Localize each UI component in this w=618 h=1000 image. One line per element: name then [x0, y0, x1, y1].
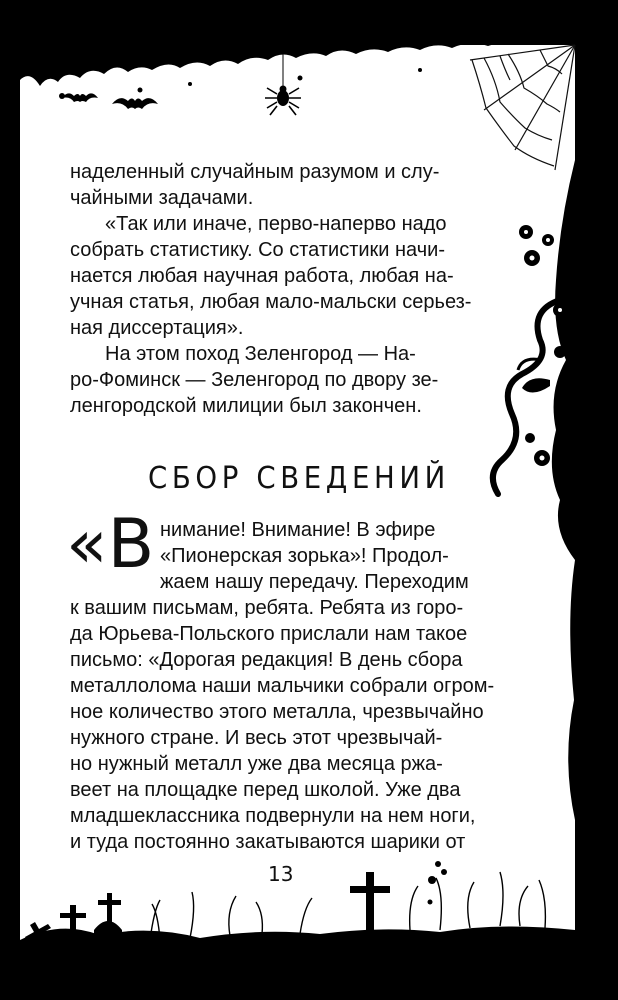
text-line-content: наделенный случайным разумом и слу-: [70, 161, 440, 183]
section-text-line: [70, 595, 463, 621]
text-line-content: На этом поход Зеленгород — На-: [105, 343, 416, 365]
text-line-content: младшеклассника подвернули на нем ноги,: [70, 805, 476, 827]
text-line: [70, 185, 253, 211]
section-text-line: [70, 829, 465, 855]
text-line-content: «Так или иначе, перво-наперво надо: [105, 213, 447, 235]
text-line-content: жаем нашу передачу. Переходим: [160, 571, 469, 593]
text-line-content: нается любая научная работа, любая на-: [70, 265, 454, 287]
text-line-content: учная статья, любая мало-мальски серьез-: [70, 291, 472, 313]
text-line-content: собрать статистику. Со статистики начи-: [70, 239, 445, 261]
text-line: [70, 263, 454, 289]
text-line-content: «Пионерская зорька»! Продол-: [160, 545, 449, 567]
text-line-content: к вашим письмам, ребята. Ребята из горо-: [70, 597, 464, 619]
text-line: [70, 367, 438, 393]
section-text-line: [70, 751, 443, 777]
section-text-line: [160, 517, 435, 543]
text-line: [70, 159, 495, 185]
section-heading: СБОР СВЕДЕНИЙ: [148, 461, 450, 496]
spiderweb-decoration: [470, 45, 575, 170]
section-text-line: [70, 725, 442, 751]
text-line-content: ная диссертация».: [70, 317, 244, 339]
vine-decoration: [493, 160, 575, 560]
top-splatter-decoration: [20, 40, 575, 86]
text-line-content: чайными задачами.: [70, 187, 254, 209]
text-line: [70, 289, 471, 315]
bat-icon: [62, 93, 98, 102]
section-text-line: [160, 543, 449, 569]
section-text-line: [160, 569, 469, 595]
text-line-content: ро-Фоминск — Зеленгород по двору зе-: [70, 369, 439, 391]
section-text-line: [70, 803, 475, 829]
cross-icon: [98, 893, 121, 927]
text-line-content: веет на площадке перед школой. Уже два: [70, 779, 461, 801]
section-text-line: [70, 621, 467, 647]
text-line: [70, 315, 243, 341]
section-text-line: [70, 647, 463, 673]
bat-icon: [112, 98, 158, 109]
page-number: 13: [268, 862, 294, 886]
tombstone-icon: [94, 921, 122, 1000]
text-line-content: но нужный металл уже два месяца ржа-: [70, 753, 443, 775]
text-line-content: и туда постоянно закатываются шарики от: [70, 831, 466, 853]
text-line-content: металлолома наши мальчики собрали огром-: [70, 675, 495, 697]
text-line-content: нужного стране. И весь этот чрезвычай-: [70, 727, 443, 749]
text-line-content: нимание! Внимание! В эфире: [160, 519, 436, 541]
text-line: [105, 341, 416, 367]
section-text-line: [70, 673, 494, 699]
section-text-line: [70, 699, 484, 725]
text-line-content: ленгородской милиции был закончен.: [70, 395, 422, 417]
drop-cap: «В: [66, 505, 155, 584]
text-line: [70, 393, 422, 419]
graveyard-decoration: [20, 861, 575, 1000]
text-line-content: ное количество этого металла, чрезвычайно: [70, 701, 484, 723]
text-line-content: да Юрьева-Польского прислали нам такое: [70, 623, 468, 645]
text-line: [70, 237, 445, 263]
section-text-line: [70, 777, 460, 803]
text-line-content: письмо: «Дорогая редакция! В день сбора: [70, 649, 463, 671]
text-line: [105, 211, 447, 237]
